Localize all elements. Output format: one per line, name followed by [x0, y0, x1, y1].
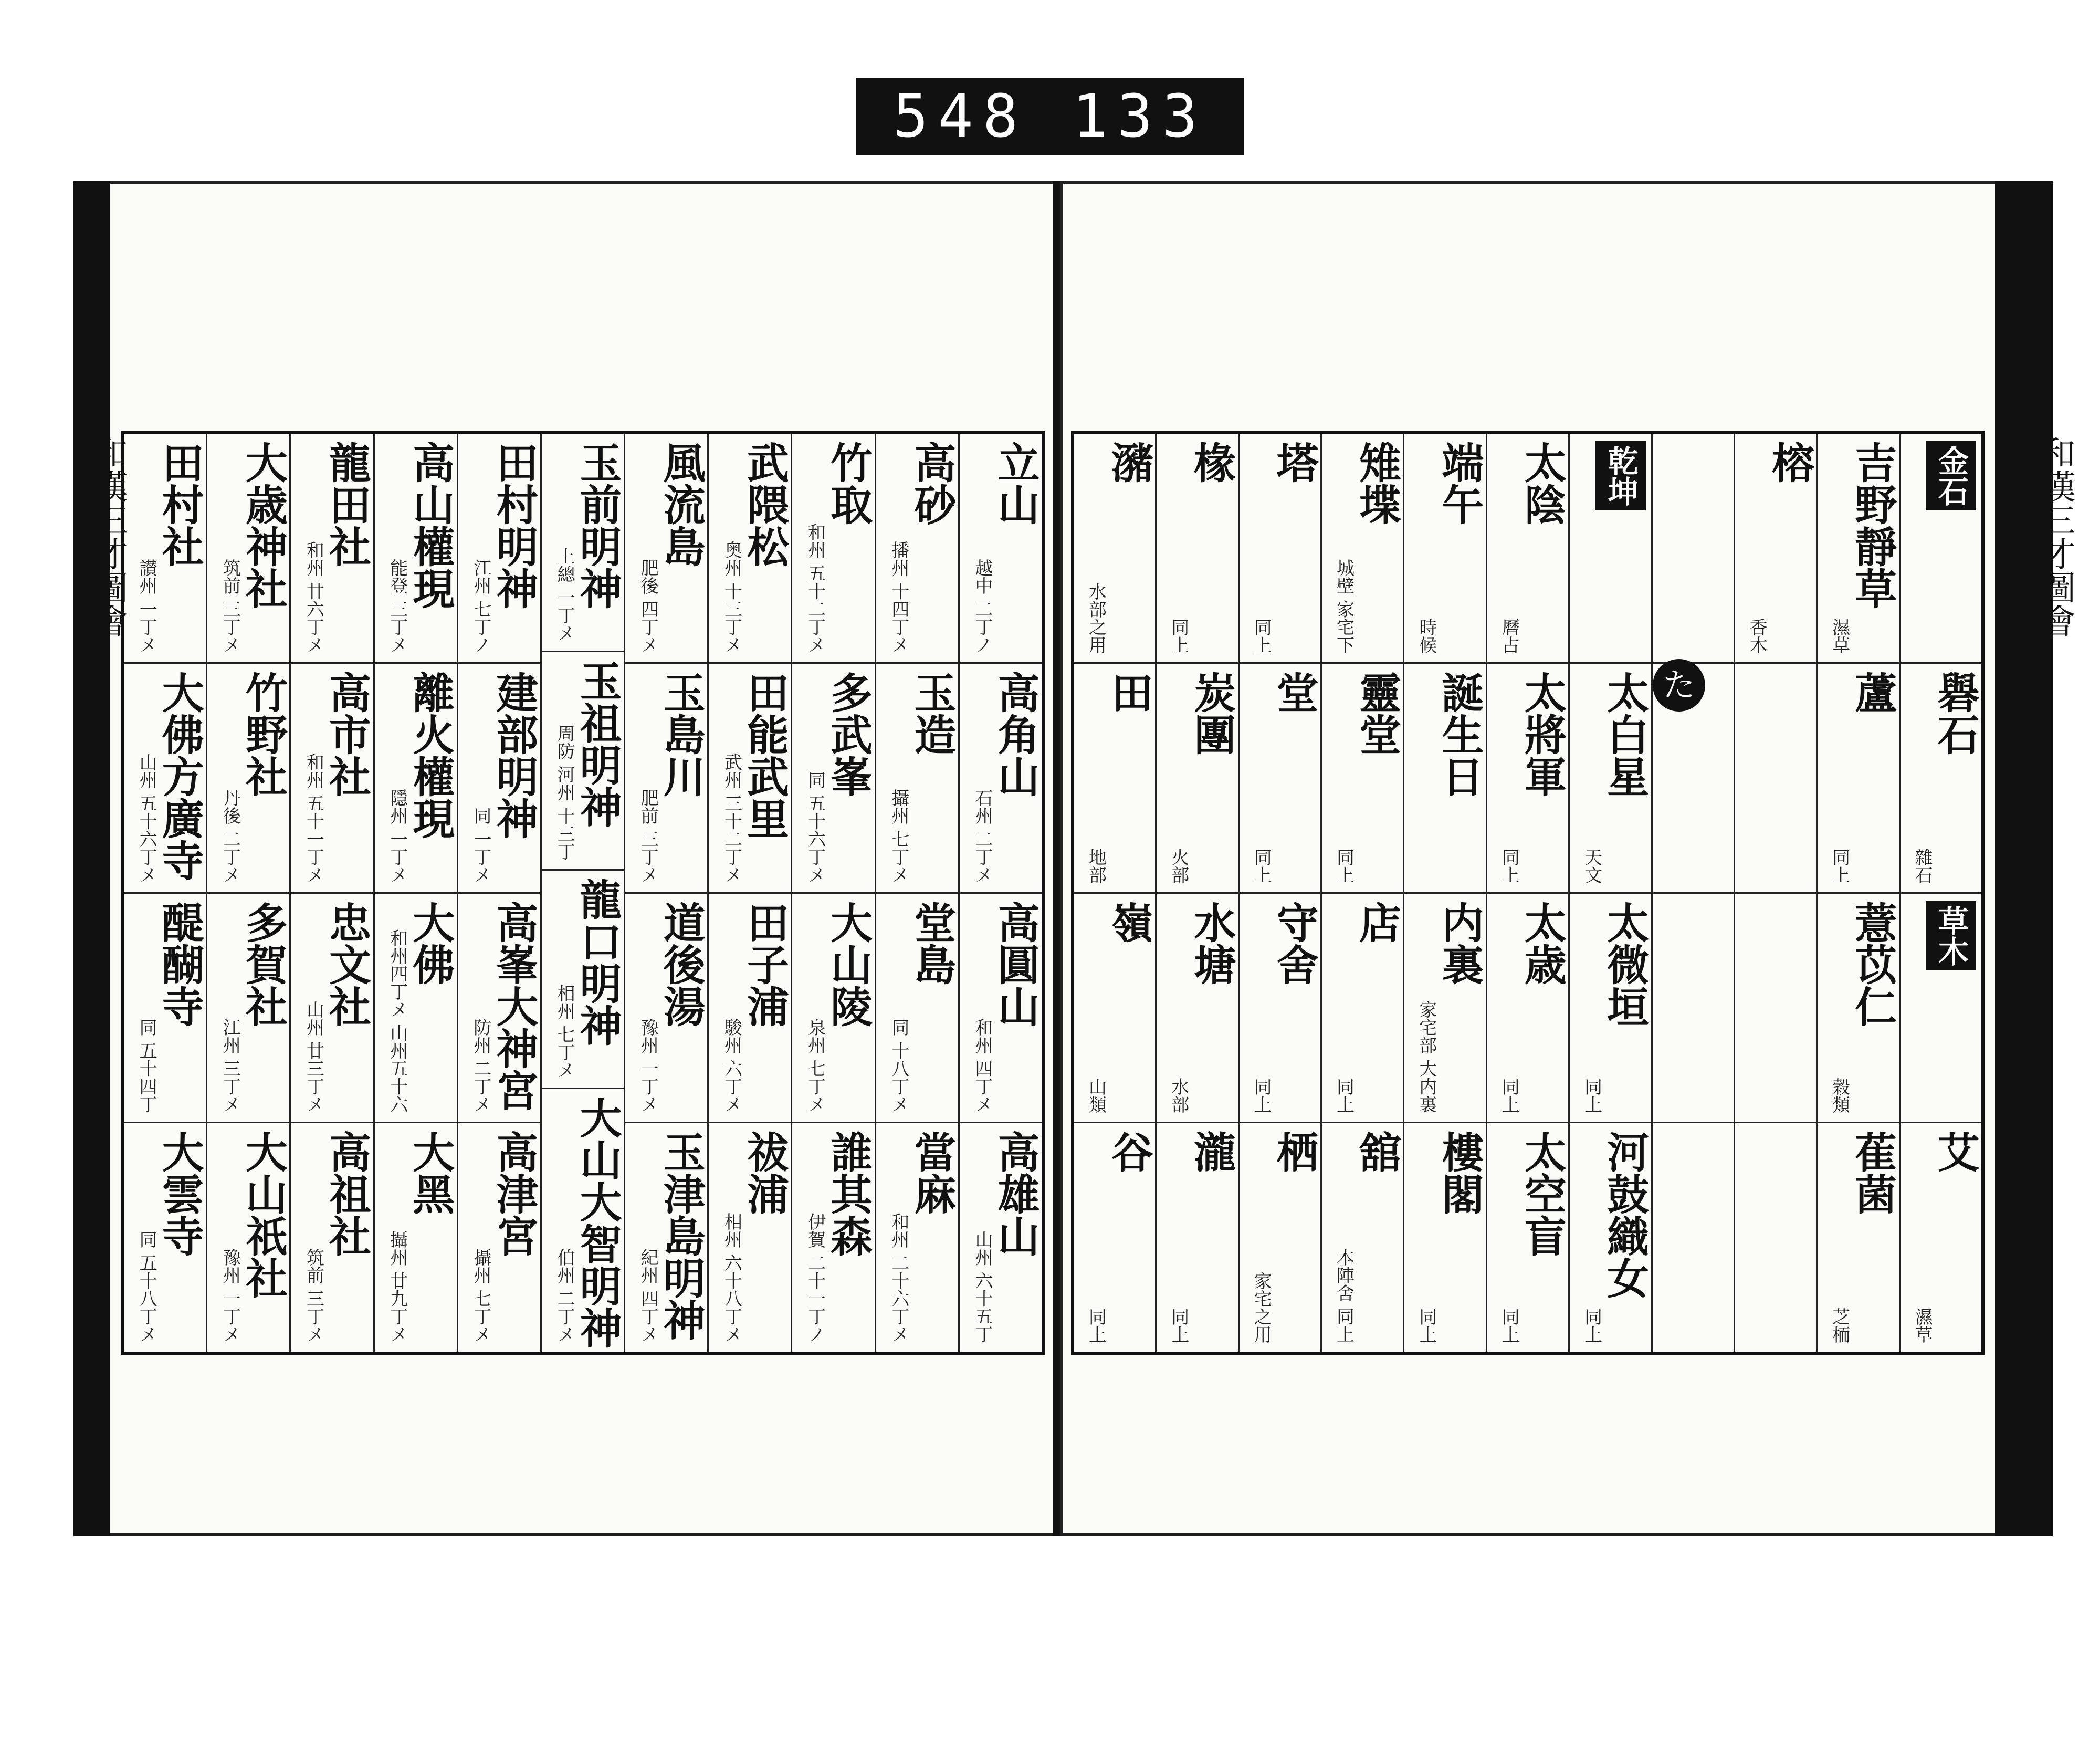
entry-reference: 越中 二丁ノ — [972, 558, 993, 654]
index-entry — [1570, 434, 1651, 662]
entry-reference: 同上 — [1251, 848, 1272, 884]
entry-term: 高砂 — [907, 441, 957, 525]
entry-term: 谷 — [1104, 1131, 1154, 1173]
index-entry — [1157, 434, 1237, 662]
index-entry — [542, 651, 624, 869]
entry-reference: 同 一丁メ — [470, 806, 491, 884]
index-entry — [1653, 1122, 1734, 1352]
entry-reference: 芝栭 — [1829, 1308, 1850, 1343]
index-entry — [960, 662, 1042, 892]
entry-term: 多武峯 — [823, 671, 873, 797]
entry-term: 離火權現 — [405, 671, 455, 839]
index-column — [1155, 434, 1237, 1352]
index-entry — [458, 892, 540, 1122]
entry-term: 龍口明神 — [573, 878, 623, 1046]
index-entry — [1487, 434, 1568, 662]
entry-term: 田 — [1104, 671, 1154, 713]
entry-reference: 同上 — [1251, 618, 1272, 654]
entry-reference: 攝州 七丁メ — [888, 788, 909, 884]
index-entry — [1735, 434, 1816, 662]
entry-term: 塔 — [1269, 441, 1319, 483]
index-entry — [1404, 434, 1485, 662]
index-entry — [207, 1122, 289, 1352]
entry-reference: 防州 二丁メ — [470, 1018, 491, 1114]
entry-term: 誕生日 — [1434, 671, 1484, 797]
entry-term: 風流島 — [656, 441, 706, 567]
entry-term: 醍醐寺 — [155, 901, 205, 1027]
index-entry — [1404, 892, 1485, 1122]
index-entry — [542, 434, 624, 651]
index-entry — [1900, 434, 1981, 662]
index-entry — [1240, 892, 1320, 1122]
index-entry — [792, 434, 874, 662]
index-column — [1486, 434, 1568, 1352]
index-entry — [960, 1122, 1042, 1352]
entry-term: 舘 — [1352, 1131, 1402, 1173]
entry-reference: 時候 — [1415, 618, 1437, 654]
entry-term: 太陰 — [1517, 441, 1567, 525]
entry-reference: 穀類 — [1829, 1078, 1850, 1114]
entry-reference: 武州 三十二丁メ — [721, 752, 742, 884]
index-entry — [1653, 892, 1734, 1122]
entry-term: 大佛方廣寺 — [155, 671, 205, 881]
index-entry — [375, 1122, 457, 1352]
entry-reference: 石州 二丁メ — [972, 788, 993, 884]
entry-reference: 同上 — [1581, 1308, 1602, 1343]
entry-reference: 水部 — [1168, 1078, 1189, 1114]
entry-term: 竹取 — [823, 441, 873, 525]
index-entry — [1487, 892, 1568, 1122]
entry-term: 大佛 — [405, 901, 455, 985]
entry-term: 大歳神社 — [238, 441, 288, 609]
index-column — [1238, 434, 1320, 1352]
index-entry — [458, 662, 540, 892]
index-column — [1899, 434, 1981, 1352]
index-entry — [1240, 434, 1320, 662]
entry-term: 高市社 — [322, 671, 372, 797]
entry-reference: 和州 五十二丁メ — [804, 522, 826, 654]
index-entry — [375, 892, 457, 1122]
entry-reference: 山州 六十五丁 — [972, 1230, 993, 1343]
entry-reference: 豫州 一丁メ — [637, 1018, 659, 1114]
entry-reference: 隱州 一丁メ — [386, 788, 408, 884]
index-entry — [124, 1122, 206, 1352]
entry-term: 高峯大神宮 — [489, 901, 539, 1111]
index-entry — [1487, 1122, 1568, 1352]
index-column — [1651, 434, 1734, 1352]
entry-term: 瀦 — [1104, 441, 1154, 483]
index-entry — [1074, 1122, 1155, 1352]
index-entry — [1487, 662, 1568, 892]
index-entry — [960, 434, 1042, 662]
index-entry — [1818, 892, 1898, 1122]
entry-term: 忠文社 — [322, 901, 372, 1027]
entry-reference: 濕草 — [1912, 1308, 1933, 1343]
entry-reference: 濕草 — [1829, 618, 1850, 654]
entry-term: 樓閣 — [1434, 1131, 1484, 1215]
archive-label: 548 133 — [856, 78, 1244, 155]
entry-reference: 同上 — [1498, 1078, 1520, 1114]
category-heading: 草木 — [1926, 901, 1976, 970]
entry-reference: 同 十八丁メ — [888, 1018, 909, 1114]
index-entry — [709, 662, 791, 892]
index-entry — [625, 662, 707, 892]
entry-reference: 伊賀 二十一丁ノ — [804, 1213, 826, 1343]
entry-term: 高圓山 — [991, 901, 1040, 1027]
entry-term: 薏苡仁 — [1847, 901, 1897, 1027]
index-entry — [1735, 662, 1816, 892]
index-column — [206, 434, 289, 1352]
entry-term: 玉造 — [907, 671, 957, 755]
entry-term: 河鼓織女 — [1600, 1131, 1650, 1299]
entry-term: 内裏 — [1434, 901, 1484, 985]
index-entry — [207, 662, 289, 892]
entry-reference: 同上 — [1498, 1308, 1520, 1343]
entry-reference: 肥前 三丁メ — [637, 788, 659, 884]
entry-term: 蘆 — [1847, 671, 1897, 713]
index-entry — [1900, 892, 1981, 1122]
entry-reference: 伯州 二丁メ — [554, 1248, 575, 1343]
entry-reference: 同上 — [1333, 848, 1354, 884]
index-entry — [1322, 662, 1403, 892]
entry-reference: 紀州 四丁メ — [637, 1248, 659, 1343]
entry-term: 龍田社 — [322, 441, 372, 567]
entry-term: 吉野靜草 — [1847, 441, 1897, 609]
index-entry — [375, 662, 457, 892]
entry-reference: 相州 六十八丁メ — [721, 1213, 742, 1343]
entry-reference: 江州 七丁ノ — [470, 558, 491, 654]
index-column — [457, 434, 540, 1352]
entry-reference: 同上 — [1498, 848, 1520, 884]
entry-term: 祓浦 — [740, 1131, 790, 1215]
entry-reference: 山類 — [1085, 1078, 1107, 1114]
entry-reference: 周防 河州 十三丁 — [554, 724, 575, 861]
index-entry — [1322, 892, 1403, 1122]
entry-reference: 和州 四丁メ — [972, 1018, 993, 1114]
index-entry — [291, 434, 373, 662]
entry-term: 太微垣 — [1600, 901, 1650, 1027]
entry-term: 武隈松 — [740, 441, 790, 567]
entry-reference: 筑前 三丁メ — [303, 1248, 324, 1343]
entry-term: 守舍 — [1269, 901, 1319, 985]
entry-term: 大山大智明神 — [573, 1096, 623, 1349]
index-entry — [876, 892, 958, 1122]
index-entry — [709, 434, 791, 662]
index-entry — [375, 434, 457, 662]
entry-reference: 攝州 七丁メ — [470, 1248, 491, 1343]
entry-reference: 同上 — [1415, 1308, 1437, 1343]
entry-term: 艾 — [1930, 1131, 1980, 1173]
index-column — [289, 434, 373, 1352]
index-entry — [542, 869, 624, 1088]
index-entry — [207, 892, 289, 1122]
entry-term: 堂 — [1269, 671, 1319, 713]
entry-term: 端午 — [1434, 441, 1484, 525]
index-entry — [1818, 1122, 1898, 1352]
entry-reference: 山州 廿三丁メ — [303, 1000, 324, 1114]
entry-term: 玉前明神 — [573, 441, 623, 609]
entry-reference: 山州 五十六丁メ — [136, 752, 158, 884]
index-column — [875, 434, 958, 1352]
entry-term: 大雲寺 — [155, 1131, 205, 1257]
entry-reference: 能登 三丁メ — [386, 558, 408, 654]
entry-term: 高角山 — [991, 671, 1040, 797]
index-entry — [1404, 662, 1485, 892]
index-entry — [1404, 1122, 1485, 1352]
index-entry — [1570, 892, 1651, 1122]
entry-term: 太歳 — [1517, 901, 1567, 985]
entry-reference: 肥後 四丁メ — [637, 558, 659, 654]
index-entry — [1322, 434, 1403, 662]
entry-term: 嶺 — [1104, 901, 1154, 943]
index-entry — [1322, 1122, 1403, 1352]
entry-term: 太白星 — [1600, 671, 1650, 797]
entry-term: 栖 — [1269, 1131, 1319, 1173]
entry-reference: 丹後 二丁メ — [219, 788, 241, 884]
entry-term: 田能武里 — [740, 671, 790, 839]
entry-reference: 同上 — [1168, 618, 1189, 654]
index-column — [624, 434, 707, 1352]
index-column — [707, 434, 791, 1352]
index-entry — [542, 1088, 624, 1352]
entry-term: 堂島 — [907, 901, 957, 985]
index-entry — [1074, 662, 1155, 892]
index-entry — [709, 892, 791, 1122]
entry-reference: 同 五十六丁メ — [804, 770, 826, 884]
entry-term: 炭團 — [1186, 671, 1236, 755]
entry-term: 雉堞 — [1352, 441, 1402, 525]
entry-term: 靈堂 — [1352, 671, 1402, 755]
index-entry — [625, 1122, 707, 1352]
entry-reference: 水部之用 — [1085, 582, 1107, 654]
entry-term: 高雄山 — [991, 1131, 1040, 1257]
entry-term: 竹野社 — [238, 671, 288, 797]
index-entry — [1157, 662, 1237, 892]
index-column — [1074, 434, 1155, 1352]
entry-reference: 同 五十八丁メ — [136, 1230, 158, 1343]
entry-term: 高山權現 — [405, 441, 455, 609]
index-entry — [1735, 1122, 1816, 1352]
entry-term: 田村社 — [155, 441, 205, 567]
index-entry — [792, 662, 874, 892]
entry-reference: 江州 三丁メ — [219, 1018, 241, 1114]
entry-reference: 香木 — [1746, 618, 1768, 654]
entry-reference: 筑前 三丁メ — [219, 558, 241, 654]
entry-reference: 讃州 一丁メ — [136, 558, 158, 654]
entry-reference: 泉州 七丁メ — [804, 1018, 826, 1114]
entry-reference: 奥州 十三丁メ — [721, 540, 742, 654]
entry-reference: 家宅部 大内裏 — [1415, 1000, 1437, 1114]
index-entry — [458, 434, 540, 662]
entry-term: 大山陵 — [823, 901, 873, 1027]
index-entry — [1900, 662, 1981, 892]
index-column — [373, 434, 457, 1352]
entry-term: 店 — [1352, 901, 1402, 943]
index-entry — [291, 892, 373, 1122]
entry-reference: 同上 — [1581, 1078, 1602, 1114]
index-entry — [625, 892, 707, 1122]
index-entry — [1818, 662, 1898, 892]
entry-term: 田子浦 — [740, 901, 790, 1027]
right-page-edge — [1995, 181, 2053, 1536]
entry-term: 玉島川 — [656, 671, 706, 797]
entry-reference: 曆占 — [1498, 618, 1520, 654]
entry-term: 誰其森 — [823, 1131, 873, 1257]
index-column — [791, 434, 874, 1352]
index-entry — [1653, 434, 1734, 662]
index-entry — [1818, 434, 1898, 662]
entry-term: 大山祇社 — [238, 1131, 288, 1299]
index-column — [958, 434, 1042, 1352]
entry-reference: 雜石 — [1912, 848, 1933, 884]
entry-term: 椽 — [1186, 441, 1236, 483]
entry-reference: 駿州 六丁メ — [721, 1018, 742, 1114]
index-column — [1403, 434, 1485, 1352]
index-entry — [960, 892, 1042, 1122]
index-entry — [1735, 892, 1816, 1122]
index-entry — [124, 662, 206, 892]
entry-reference: 同 五十四丁 — [136, 1018, 158, 1114]
entry-term: 多賀社 — [238, 901, 288, 1027]
index-entry — [207, 434, 289, 662]
index-entry — [876, 1122, 958, 1352]
entry-reference: 播州 十四丁メ — [888, 540, 909, 654]
index-column — [1734, 434, 1816, 1352]
index-column — [540, 434, 624, 1352]
entry-reference: 城壁 家宅下 — [1333, 558, 1354, 654]
left-running-header: 和漢三才圖會 — [89, 436, 128, 637]
entry-reference: 和州 廿六丁メ — [303, 540, 324, 654]
entry-reference: 地部 — [1085, 848, 1107, 884]
entry-term: 立山 — [991, 441, 1040, 525]
index-entry — [1157, 1122, 1237, 1352]
entry-term: 道後湯 — [656, 901, 706, 1027]
index-entry — [291, 662, 373, 892]
index-column — [1816, 434, 1898, 1352]
index-entry — [1900, 1122, 1981, 1352]
index-entry — [876, 662, 958, 892]
entry-term: 瀧 — [1186, 1131, 1236, 1173]
entry-term: 當麻 — [907, 1131, 957, 1215]
index-column — [1568, 434, 1651, 1352]
index-entry — [458, 1122, 540, 1352]
entry-term: 田村明神 — [489, 441, 539, 609]
index-column — [124, 434, 206, 1352]
entry-reference: 相州 七丁メ — [554, 984, 575, 1079]
entry-term: 玉津島明神 — [656, 1131, 706, 1341]
index-entry — [709, 1122, 791, 1352]
index-entry — [1074, 892, 1155, 1122]
index-column — [1320, 434, 1403, 1352]
entry-term: 萑菌 — [1847, 1131, 1897, 1215]
entry-reference: 豫州 一丁メ — [219, 1248, 241, 1343]
entry-reference: 和州四丁メ 山州五十六 — [386, 929, 408, 1114]
index-entry — [792, 892, 874, 1122]
entry-term: 水塘 — [1186, 901, 1236, 985]
entry-term: 礜石 — [1930, 671, 1980, 755]
kana-section-marker: た — [1653, 659, 1705, 712]
left-index-table — [121, 431, 1045, 1355]
entry-term: 高津宮 — [489, 1131, 539, 1257]
entry-reference: 本陣舍 同上 — [1333, 1248, 1354, 1343]
index-entry — [1157, 892, 1237, 1122]
index-entry — [625, 434, 707, 662]
book-spine — [1053, 181, 1060, 1536]
entry-term: 高祖社 — [322, 1131, 372, 1257]
entry-term: 大黑 — [405, 1131, 455, 1215]
entry-reference: 和州 五十一丁メ — [303, 752, 324, 884]
entry-reference: 同上 — [1168, 1308, 1189, 1343]
category-heading: 金石 — [1926, 441, 1976, 510]
index-entry — [1240, 1122, 1320, 1352]
right-running-header: 和漢三才圖會 — [2036, 436, 2075, 637]
entry-reference: 同上 — [1333, 1078, 1354, 1114]
entry-term: 玉祖明神 — [573, 660, 623, 828]
entry-reference: 家宅之用 — [1251, 1272, 1272, 1343]
entry-term: 建部明神 — [489, 671, 539, 839]
category-heading: 乾坤 — [1595, 441, 1646, 510]
index-entry — [792, 1122, 874, 1352]
entry-reference: 同上 — [1085, 1308, 1107, 1343]
entry-reference: 和州 二十六丁メ — [888, 1213, 909, 1343]
index-entry — [124, 434, 206, 662]
entry-reference: 上總 一丁メ — [554, 547, 575, 642]
index-entry — [1570, 1122, 1651, 1352]
index-entry — [124, 892, 206, 1122]
entry-term: 太將軍 — [1517, 671, 1567, 797]
entry-reference: 火部 — [1168, 848, 1189, 884]
index-entry — [1570, 662, 1651, 892]
index-entry — [1240, 662, 1320, 892]
entry-reference: 同上 — [1251, 1078, 1272, 1114]
entry-reference: 同上 — [1829, 848, 1850, 884]
left-page-edge — [74, 181, 110, 1536]
index-entry — [1074, 434, 1155, 662]
right-index-table — [1071, 431, 1984, 1355]
entry-reference: 攝州 廿九丁メ — [386, 1230, 408, 1343]
entry-term: 榕 — [1765, 441, 1815, 483]
index-entry — [876, 434, 958, 662]
entry-term: 太空盲 — [1517, 1131, 1567, 1257]
index-entry — [291, 1122, 373, 1352]
entry-reference: 天文 — [1581, 848, 1602, 884]
